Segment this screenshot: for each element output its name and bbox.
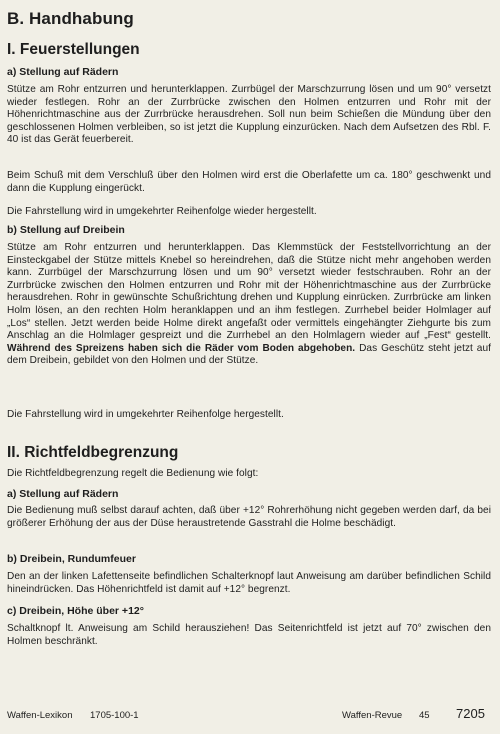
footer-issue: 45 (419, 710, 430, 721)
paragraph: Schaltknopf lt. Anweisung am Schild herausziehen! Das Seitenrichtfeld ist jetzt auf 70° zwischen den Holmen beschränkt. (7, 623, 491, 647)
footer-lexikon: Waffen-Lexikon (7, 710, 73, 721)
section-heading-feuerstellungen: I. Feuerstellungen (7, 41, 140, 58)
paragraph: Den an der linken Lafettenseite befindlichen Schalterknopf laut Anweisung am darüber befindlichen Schild hineindrücken. Das Höhenrichtfeld ist damit auf +12° begrenzt. (7, 571, 491, 595)
subsection-heading-hoehe: c) Dreibein, Höhe über +12° (7, 605, 144, 617)
paragraph-text: Stütze am Rohr entzurren und herunterklappen. Das Klemmstück der Feststellvorrichtung an der Einsteckgabel der Stütze mittels Knebel so hereindrehen, daß die Stütze nicht mehr angehoben werden kann. Zurrbügel der Marschzurrung lösen und um 90° versetzt wieder festschrauben. Rohr an der Zurrbrücke zwischen den Holmen entzurren und Rohr mit der Höhenrichtmaschine aus der Zurrbrücke herausdrehen. Rohr in gewünschte Schußrichtung drehen und Kupplung einrücken. Zurrbrücke am linken Holm lösen, an den rechten Holm heranklappen und an ihm festlegen. Zurrhebel beider Holmlager auf „Los“ stellen. Jetzt werden beide Holme direkt angefaßt oder vermittels eingehängter Ziehgurte bis zum Anschlag an die Holmlager gespreizt und die Zurrhebel an den Holmlagern wieder auf „Fest“ gestellt. (7, 242, 491, 342)
page-number: 7205 (456, 706, 485, 721)
subsection-heading-rundumfeuer: b) Dreibein, Rundumfeuer (7, 553, 136, 565)
paragraph: Die Bedienung muß selbst darauf achten, daß über +12° Rohrerhöhung nicht gegeben werden darf, da bei größerer Erhöhung der aus der Düse heraustretende Gasstrahl die Holme beschädigt. (7, 505, 491, 529)
paragraph-dreibein (7, 242, 491, 368)
paragraph-bold-text: Während des Spreizens haben sich die Räder vom Boden abgehoben. (7, 342, 356, 354)
paragraph: Beim Schuß mit dem Verschluß über den Holmen wird erst die Oberlafette um ca. 180° geschwenkt und dann die Kupplung eingerückt. (7, 170, 491, 194)
paragraph: Die Fahrstellung wird in umgekehrter Reihenfolge wieder hergestellt. (7, 206, 317, 217)
subsection-heading-dreibein: b) Stellung auf Dreibein (7, 224, 125, 236)
paragraph: Stütze am Rohr entzurren und herunterklappen. Zurrbügel der Marschzurrung lösen und um 90° versetzt wieder festlegen. Rohr an der Zurrbrücke zwischen den Holmen entzurren und Rohr mit der Höhenrichtmaschine aus der Zurrbrücke herausdrehen. Soll nun beim Schießen die Mündung über den geschlossenen Holmen verbleiben, so ist jetzt die Kupplung einzurücken. Nach dem Aufsetzen des Rbl. F. 40 ist das Gerät feuerbereit. (7, 84, 491, 146)
paragraph-text: Das Geschütz steht jetzt auf dem Dreibein, gebildet von den Holmen und der Stütze. (7, 342, 491, 367)
paragraph-intro: Die Richtfeldbegrenzung regelt die Bedienung wie folgt: (7, 468, 259, 479)
footer-magazine: Waffen-Revue (342, 710, 403, 721)
paragraph: Die Fahrstellung wird in umgekehrter Reihenfolge hergestellt. (7, 409, 284, 420)
subsection-heading-raedern-2: a) Stellung auf Rädern (7, 488, 119, 500)
section-heading-richtfeld: II. Richtfeldbegrenzung (7, 444, 179, 461)
subsection-heading-raedern: a) Stellung auf Rädern (7, 66, 119, 78)
footer-code: 1705-100-1 (90, 710, 139, 721)
page-title: B. Handhabung (7, 9, 134, 28)
